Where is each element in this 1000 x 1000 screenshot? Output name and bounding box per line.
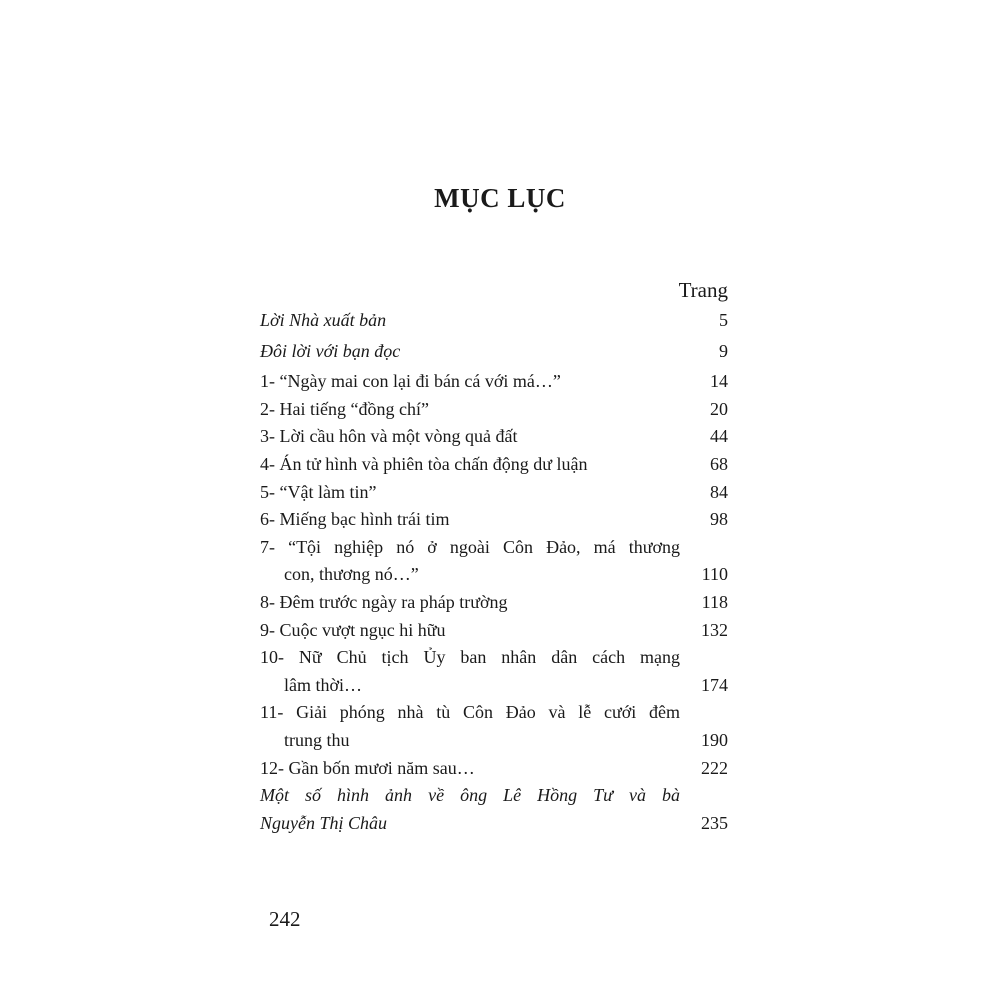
toc-entry-page: 98 bbox=[710, 509, 728, 530]
toc-entry bbox=[260, 644, 728, 699]
toc-entry-text: 11- Giải phóng nhà tù Côn Đảo và lễ cưới đêm bbox=[260, 702, 680, 723]
toc-entry bbox=[260, 423, 728, 451]
toc-entry-text: Một số hình ảnh về ông Lê Hồng Tư và bà bbox=[260, 785, 680, 806]
toc-entry-text: 1- “Ngày mai con lại đi bán cá với má…” bbox=[260, 371, 561, 392]
toc-entry bbox=[260, 338, 728, 366]
toc-entry-page: 118 bbox=[701, 591, 728, 612]
toc-entry bbox=[260, 589, 728, 617]
toc-entry bbox=[260, 506, 728, 534]
toc-entry-text: 7- “Tội nghiệp nó ở ngoài Côn Đảo, má thương bbox=[260, 536, 680, 557]
toc-entry-text: con, thương nó…” bbox=[284, 564, 419, 585]
toc-entry-text: trung thu bbox=[284, 729, 350, 750]
toc-entry-text: Nguyễn Thị Châu bbox=[260, 812, 388, 833]
toc-entry-text: 8- Đêm trước ngày ra pháp trường bbox=[260, 591, 508, 612]
toc-entry-page: 20 bbox=[710, 398, 728, 419]
toc-entry-text: 5- “Vật làm tin” bbox=[260, 481, 377, 502]
toc-entry-text: Đôi lời với bạn đọc bbox=[260, 340, 401, 361]
toc-entry bbox=[260, 617, 728, 645]
toc-entry bbox=[260, 396, 728, 424]
toc-entry-text: 4- Án tử hình và phiên tòa chấn động dư luận bbox=[260, 453, 588, 474]
toc-entry-text: 12- Gần bốn mươi năm sau… bbox=[260, 757, 475, 778]
toc-entry bbox=[260, 782, 728, 837]
toc-entry-text: 2- Hai tiếng “đồng chí” bbox=[260, 398, 429, 419]
toc-entry-page: 222 bbox=[701, 757, 728, 778]
toc-entry-text: 6- Miếng bạc hình trái tim bbox=[260, 509, 450, 530]
toc-entry bbox=[260, 479, 728, 507]
toc-entry-page: 44 bbox=[710, 426, 728, 447]
toc-entry-text: 3- Lời cầu hôn và một vòng quả đất bbox=[260, 426, 518, 447]
toc-entry-page: 235 bbox=[701, 812, 728, 833]
toc-entry-page: 174 bbox=[701, 674, 728, 695]
page-title: MỤC LỤC bbox=[434, 183, 566, 213]
toc-entry-page: 132 bbox=[701, 619, 728, 640]
toc-entry bbox=[260, 307, 728, 335]
toc-entry-page: 5 bbox=[719, 310, 728, 330]
toc-entry bbox=[260, 534, 728, 589]
toc-entry-page: 110 bbox=[701, 564, 728, 585]
toc-entry bbox=[260, 451, 728, 479]
page-number: 242 bbox=[269, 907, 301, 931]
toc-entry-text: 10- Nữ Chủ tịch Ủy ban nhân dân cách mạng bbox=[260, 647, 680, 668]
toc-entry bbox=[260, 368, 728, 396]
toc-entry-page: 14 bbox=[710, 371, 728, 392]
toc-entry-text: 9- Cuộc vượt ngục hi hữu bbox=[260, 619, 446, 640]
toc-entry-page: 190 bbox=[701, 729, 728, 750]
toc-entry-text: Lời Nhà xuất bản bbox=[260, 310, 387, 330]
toc-entry-page: 68 bbox=[710, 453, 728, 474]
toc-entry-page: 9 bbox=[719, 340, 728, 361]
toc-entry bbox=[260, 755, 728, 783]
toc-entry-text: lâm thời… bbox=[284, 674, 363, 695]
toc-entry-page: 84 bbox=[710, 481, 728, 502]
toc-entry bbox=[260, 699, 728, 754]
page-column-header: Trang bbox=[678, 278, 728, 302]
table-of-contents bbox=[260, 307, 728, 837]
